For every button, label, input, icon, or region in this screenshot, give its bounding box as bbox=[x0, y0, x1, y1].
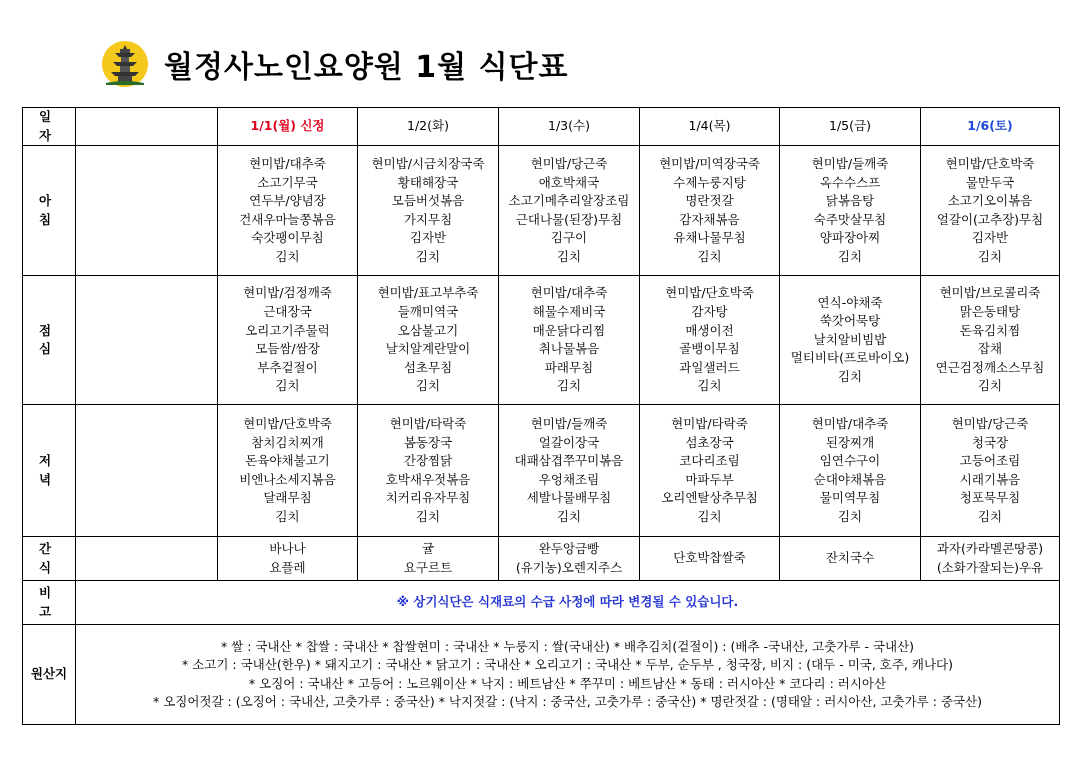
menu-item: 현미밥/타락죽 bbox=[389, 415, 467, 431]
menu-item: 잔치국수 bbox=[825, 550, 875, 566]
menu-item: 취나물볶음 bbox=[538, 341, 600, 357]
menu-item: 김구이 bbox=[550, 230, 588, 246]
menu-item: 고등어조림 bbox=[959, 453, 1021, 469]
meal-cell bbox=[358, 276, 499, 405]
menu-item: 참치김치찌개 bbox=[251, 434, 324, 450]
empty-cell bbox=[76, 537, 218, 581]
menu-item: 파래무침 bbox=[544, 359, 594, 375]
menu-item: 청포묵무침 bbox=[959, 490, 1021, 506]
menu-item: 현미밥/단호박죽 bbox=[945, 155, 1035, 171]
menu-item: 김치 bbox=[697, 378, 722, 394]
day-header: 1/4(목) bbox=[640, 108, 780, 146]
meal-cell bbox=[640, 537, 780, 581]
menu-item: 멀티비타(프로바이오) bbox=[790, 350, 910, 366]
page-header bbox=[100, 38, 569, 90]
empty-cell bbox=[76, 146, 218, 276]
menu-item: 닭볶음탕 bbox=[825, 193, 875, 209]
row-label-date: 일 자 bbox=[23, 108, 76, 146]
menu-item: 오삼불고기 bbox=[397, 322, 459, 338]
menu-item: 소고기무국 bbox=[257, 174, 318, 190]
menu-item: 현미밥/브로콜리죽 bbox=[939, 285, 1041, 301]
menu-item: 마파두부 bbox=[685, 471, 734, 487]
menu-item: 연근검정깨소스무침 bbox=[935, 359, 1045, 375]
menu-item: 요플레 bbox=[269, 559, 306, 575]
menu-item: 소고기메추리알장조림 bbox=[508, 193, 630, 209]
row-label-remarks: 비 고 bbox=[23, 581, 76, 625]
menu-item: 완두앙금빵 bbox=[538, 541, 600, 557]
row-label-snack: 간 식 bbox=[23, 537, 76, 581]
menu-item: 코다리조림 bbox=[679, 453, 740, 469]
meal-cell bbox=[218, 146, 358, 276]
meal-cell bbox=[218, 276, 358, 405]
menu-item: 김치 bbox=[556, 508, 582, 524]
menu-item: 현미밥/타락죽 bbox=[671, 415, 748, 431]
menu-item: 물미역무침 bbox=[819, 490, 881, 506]
origin-row bbox=[23, 625, 1060, 725]
menu-item: (소화가잘되는)우유 bbox=[936, 559, 1044, 575]
menu-item: 현미밥/당근죽 bbox=[530, 155, 608, 171]
menu-item: 김치 bbox=[275, 248, 300, 264]
meal-cell bbox=[499, 537, 640, 581]
menu-item: 오리고기주물럭 bbox=[245, 322, 330, 338]
meal-cell bbox=[499, 146, 640, 276]
menu-item: 김치 bbox=[837, 369, 863, 385]
menu-item: 임연수구이 bbox=[819, 453, 881, 469]
row-label-origin: 원산지 bbox=[23, 625, 76, 725]
meal-cell bbox=[780, 146, 921, 276]
menu-item: 소고기오이볶음 bbox=[947, 193, 1033, 209]
menu-item: 얼갈이장국 bbox=[538, 434, 600, 450]
menu-item: 현미밥/대추죽 bbox=[811, 415, 889, 431]
menu-item: 청국장 bbox=[971, 434, 1009, 450]
meal-cell bbox=[358, 537, 499, 581]
meal-cell bbox=[921, 146, 1060, 276]
menu-item: 현미밥/표고부추죽 bbox=[377, 285, 479, 301]
menu-item: 잡채 bbox=[977, 341, 1003, 357]
menu-item: 연식-야채죽 bbox=[817, 294, 883, 310]
origin-line: * 소고기 : 국내산(한우) * 돼지고기 : 국내산 * 닭고기 : 국내산 * 오리고기 : 국내산 * 두부, 순두부 , 청국장, 비지 : (대두 - 미국, 호주, 캐나다) bbox=[182, 657, 953, 673]
menu-item: 감자탕 bbox=[691, 304, 728, 319]
day-header: 1/1(월) 신정 bbox=[218, 108, 358, 146]
page-title: 월정사노인요양원 1월 식단표 bbox=[164, 50, 569, 85]
menu-item: 김치 bbox=[977, 248, 1003, 264]
dinner-row bbox=[23, 405, 1060, 537]
menu-item: 매운닭다리찜 bbox=[532, 322, 606, 338]
meal-cell bbox=[921, 537, 1060, 581]
lunch-row bbox=[23, 276, 1060, 405]
menu-item: 단호박찹쌀죽 bbox=[673, 550, 746, 566]
remarks-row bbox=[23, 581, 1060, 625]
origin-line: * 오징어 : 국내산 * 고등어 : 노르웨이산 * 낙지 : 베트남산 * 쭈꾸미 : 베트남산 * 동태 : 러시아산 * 코다리 : 러시아산 bbox=[248, 675, 887, 691]
menu-item: 대패삼겹쭈꾸미볶음 bbox=[514, 453, 624, 469]
menu-item: 요구르트 bbox=[403, 559, 453, 575]
menu-item: 쑥갓어묵탕 bbox=[819, 313, 881, 329]
menu-item: 건새우마늘쫑볶음 bbox=[239, 211, 336, 227]
menu-item: 숙주맛살무침 bbox=[813, 211, 887, 227]
menu-item: 섬초장국 bbox=[685, 434, 734, 450]
date-row bbox=[23, 108, 1060, 146]
menu-item: 세발나물배무침 bbox=[526, 490, 612, 506]
menu-item: 연두부/양념장 bbox=[249, 193, 326, 209]
menu-item: 김치 bbox=[977, 378, 1003, 394]
meal-cell bbox=[640, 146, 780, 276]
menu-item: 달래무침 bbox=[263, 490, 312, 506]
meal-cell bbox=[218, 537, 358, 581]
menu-item: 바나나 bbox=[269, 541, 306, 557]
meal-cell bbox=[780, 405, 921, 537]
day-header: 1/3(수) bbox=[499, 108, 640, 146]
menu-item: 얼갈이(고추장)무침 bbox=[936, 211, 1044, 227]
meal-cell bbox=[640, 405, 780, 537]
day-header: 1/2(화) bbox=[358, 108, 499, 146]
menu-item: 간장찜닭 bbox=[403, 453, 453, 469]
menu-item: 돈육야채불고기 bbox=[245, 453, 330, 469]
meal-cell bbox=[780, 537, 921, 581]
menu-item: 유채나물무침 bbox=[673, 230, 746, 246]
day-header: 1/6(토) bbox=[921, 108, 1060, 146]
menu-item: 근대나물(된장)무침 bbox=[515, 211, 623, 227]
row-label-breakfast: 아 침 bbox=[23, 146, 76, 276]
snack-row bbox=[23, 537, 1060, 581]
row-label-dinner: 저 녁 bbox=[23, 405, 76, 537]
menu-item: 김자반 bbox=[971, 230, 1009, 246]
menu-item: 김치 bbox=[556, 378, 582, 394]
menu-item: 김치 bbox=[697, 248, 722, 264]
menu-item: 호박새우젓볶음 bbox=[385, 471, 471, 487]
day-header: 1/5(금) bbox=[780, 108, 921, 146]
menu-item: 맑은동태탕 bbox=[959, 304, 1021, 319]
menu-item: 옥수수스프 bbox=[819, 174, 881, 190]
menu-item: 과자(카라멜콘땅콩) bbox=[936, 541, 1044, 557]
menu-item: 과일샐러드 bbox=[679, 359, 740, 375]
menu-item: 돈육김치찜 bbox=[959, 322, 1021, 338]
menu-item: 현미밥/대추죽 bbox=[249, 155, 326, 171]
menu-item: 골뱅이무침 bbox=[679, 341, 740, 357]
menu-item: 매생이전 bbox=[685, 322, 734, 338]
menu-item: 날치알계란말이 bbox=[385, 341, 471, 357]
meal-cell bbox=[780, 276, 921, 405]
meal-cell bbox=[218, 405, 358, 537]
temple-pagoda-logo-icon bbox=[100, 39, 150, 89]
menu-item: 황태해장국 bbox=[397, 174, 459, 190]
menu-item: 김치 bbox=[275, 378, 300, 394]
menu-item: 현미밥/단호박죽 bbox=[243, 415, 332, 431]
menu-item: 봄동장국 bbox=[403, 434, 453, 450]
menu-item: 김치 bbox=[837, 248, 863, 264]
menu-item: 김치 bbox=[556, 248, 582, 264]
menu-item: 들깨미역국 bbox=[397, 304, 459, 319]
menu-item: 된장찌개 bbox=[825, 434, 875, 450]
menu-item: 날치알비빔밥 bbox=[813, 331, 887, 347]
menu-item: 현미밥/시금치장국죽 bbox=[371, 155, 485, 171]
menu-item: 현미밥/단호박죽 bbox=[665, 285, 754, 301]
origin-info bbox=[76, 625, 1060, 725]
origin-line: * 오징어젓갈 : (오징어 : 국내산, 고춧가루 : 중국산) * 낙지젓갈 : (낙지 : 중국산, 고춧가루 : 중국산) * 명란젓갈 : (명태알 : 러시아산, 고춧가루 : 중국산) bbox=[152, 694, 983, 710]
menu-item: 김치 bbox=[837, 508, 863, 524]
menu-item: 귤 bbox=[421, 541, 435, 557]
empty-cell bbox=[76, 405, 218, 537]
menu-item: 양파장아찌 bbox=[819, 230, 881, 246]
menu-item: 숙갓팽이무침 bbox=[251, 230, 324, 246]
menu-item: 김치 bbox=[415, 378, 441, 394]
menu-item: 명란젓갈 bbox=[685, 193, 734, 209]
menu-item: 현미밥/검정깨죽 bbox=[243, 285, 332, 301]
menu-item: 김자반 bbox=[409, 230, 447, 246]
meal-cell bbox=[640, 276, 780, 405]
menu-item: 현미밥/당근죽 bbox=[951, 415, 1029, 431]
menu-item: 김치 bbox=[415, 248, 441, 264]
menu-item: 현미밥/들깨죽 bbox=[811, 155, 889, 171]
empty-cell bbox=[76, 108, 218, 146]
menu-item: 오리엔탈상추무침 bbox=[661, 490, 758, 506]
origin-line: * 쌀 : 국내산 * 찹쌀 : 국내산 * 찹쌀현미 : 국내산 * 누룽지 : 쌀(국내산) * 배추김치(겉절이) : (배추 -국내산, 고춧가루 - 국내산) bbox=[220, 638, 915, 654]
meal-cell bbox=[499, 276, 640, 405]
menu-item: 해물수제비국 bbox=[532, 304, 606, 319]
meal-cell bbox=[358, 146, 499, 276]
menu-item: 순대야채볶음 bbox=[813, 471, 887, 487]
breakfast-row bbox=[23, 146, 1060, 276]
menu-item: 근대장국 bbox=[263, 304, 312, 319]
menu-item: 시래기볶음 bbox=[959, 471, 1021, 487]
menu-item: 감자채볶음 bbox=[679, 211, 740, 227]
menu-item: 현미밥/미역장국죽 bbox=[659, 155, 760, 171]
menu-item: 현미밥/들깨죽 bbox=[530, 415, 608, 431]
menu-item: 비엔나소세지볶음 bbox=[239, 471, 336, 487]
menu-item: 김치 bbox=[415, 508, 441, 524]
meal-cell bbox=[921, 276, 1060, 405]
meal-cell bbox=[499, 405, 640, 537]
remarks-note: ※ 상기식단은 식재료의 수급 사정에 따라 변경될 수 있습니다. bbox=[76, 581, 1060, 625]
menu-item: 부추겉절이 bbox=[257, 359, 318, 375]
menu-item: 김치 bbox=[275, 508, 300, 524]
empty-cell bbox=[76, 276, 218, 405]
menu-item: 물만두국 bbox=[965, 174, 1015, 190]
meal-plan-table bbox=[22, 107, 1060, 725]
menu-item: 김치 bbox=[697, 508, 722, 524]
menu-item: 애호박채국 bbox=[538, 174, 600, 190]
menu-item: 우엉채조림 bbox=[538, 471, 600, 487]
menu-item: 김치 bbox=[977, 508, 1003, 524]
menu-item: 현미밥/대추죽 bbox=[530, 285, 608, 301]
menu-item: 가지무침 bbox=[403, 211, 453, 227]
menu-item: 수제누룽지탕 bbox=[673, 174, 746, 190]
menu-item: 모듬쌈/쌈장 bbox=[255, 341, 320, 357]
menu-item: 모듬버섯볶음 bbox=[391, 193, 465, 209]
menu-item: 섬초무침 bbox=[403, 359, 453, 375]
meal-cell bbox=[921, 405, 1060, 537]
menu-item: (유기농)오렌지주스 bbox=[515, 559, 623, 575]
meal-cell bbox=[358, 405, 499, 537]
menu-item: 치커리유자무침 bbox=[385, 490, 471, 506]
row-label-lunch: 점 심 bbox=[23, 276, 76, 405]
